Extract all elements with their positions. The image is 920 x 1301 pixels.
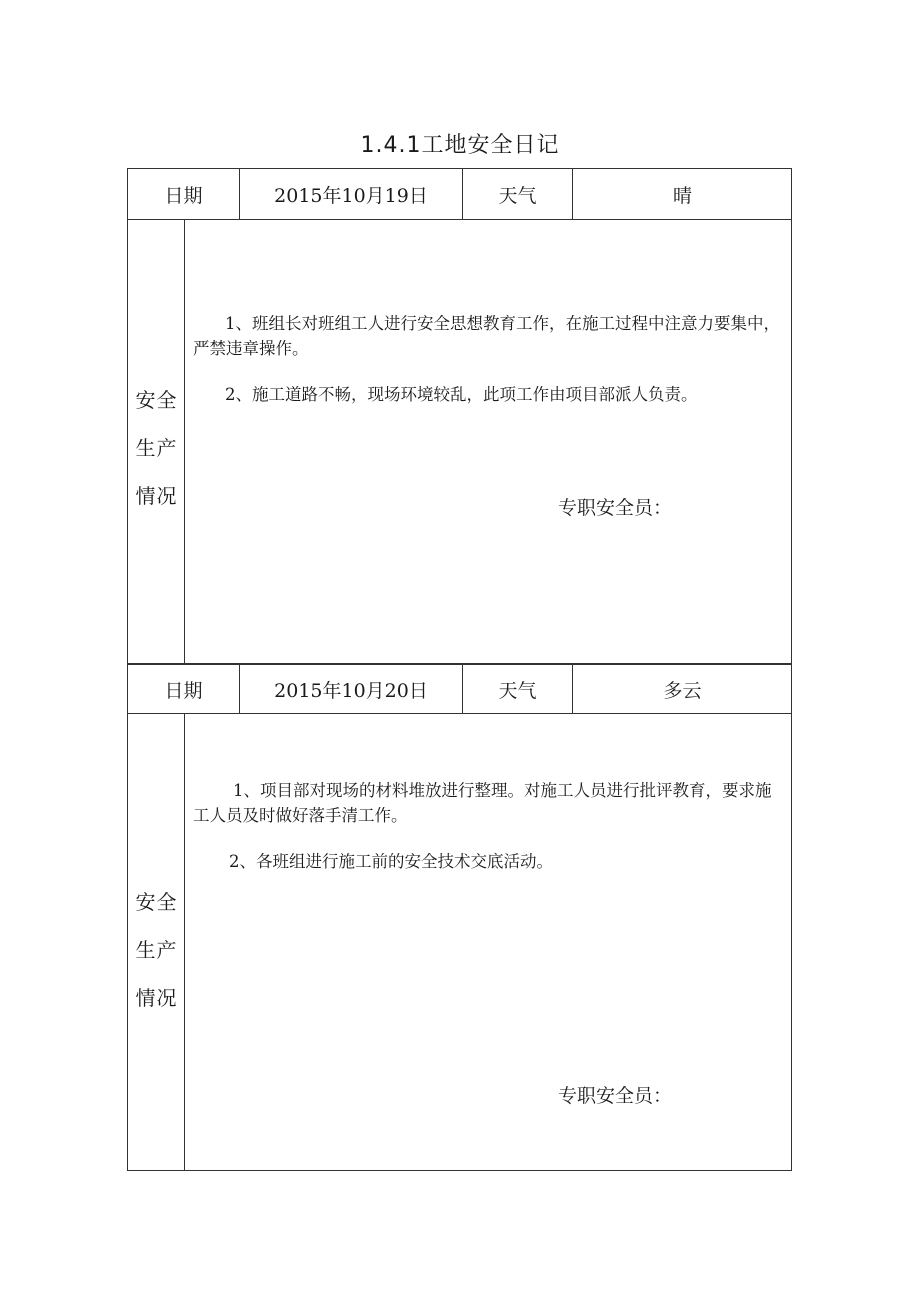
weather-label: 天气 <box>463 665 573 713</box>
side-label-cell <box>128 714 185 1170</box>
weather-label: 天气 <box>463 169 573 219</box>
entry-body <box>128 220 791 663</box>
weather-value: 晴 <box>672 184 692 207</box>
side-label <box>128 376 185 520</box>
signature-label: 专职安全员： <box>558 1085 673 1107</box>
entry-body <box>128 714 791 1170</box>
signature-label: 专职安全员： <box>558 497 673 519</box>
entry-header-row <box>128 169 791 220</box>
date-value: 2015年10月20日 <box>240 665 463 713</box>
diary-entry <box>127 168 792 664</box>
entry-content <box>185 220 791 663</box>
diary-entry <box>127 664 792 1171</box>
side-label-line: 安全 <box>135 890 178 914</box>
date-label: 日期 <box>128 665 240 713</box>
safety-item: 1、项目部对现场的材料堆放进行整理。对施工人员进行批评教育，要求施工人员及时做好落手清工作。 <box>193 781 772 825</box>
safety-item: 2、各班组进行施工前的安全技术交底活动。 <box>229 852 553 871</box>
entry-content <box>185 714 791 1170</box>
side-label-line: 生产 <box>135 436 178 460</box>
date-label: 日期 <box>128 169 240 219</box>
page-title: 1.4.1工地安全日记 <box>360 133 560 158</box>
side-label-cell <box>128 220 185 663</box>
entry-header-row <box>128 664 791 714</box>
side-label <box>128 878 185 1022</box>
weather-value: 多云 <box>663 679 702 702</box>
date-value: 2015年10月19日 <box>240 169 463 219</box>
safety-item: 1、班组长对班组工人进行安全思想教育工作，在施工过程中注意力要集中，严禁违章操作。 <box>193 314 780 358</box>
side-label-line: 安全 <box>135 388 178 412</box>
side-label-line: 生产 <box>135 938 178 962</box>
side-label-line: 情况 <box>135 986 178 1010</box>
side-label-line: 情况 <box>135 484 178 508</box>
safety-item: 2、施工道路不畅，现场环境较乱，此项工作由项目部派人负责。 <box>225 385 698 404</box>
